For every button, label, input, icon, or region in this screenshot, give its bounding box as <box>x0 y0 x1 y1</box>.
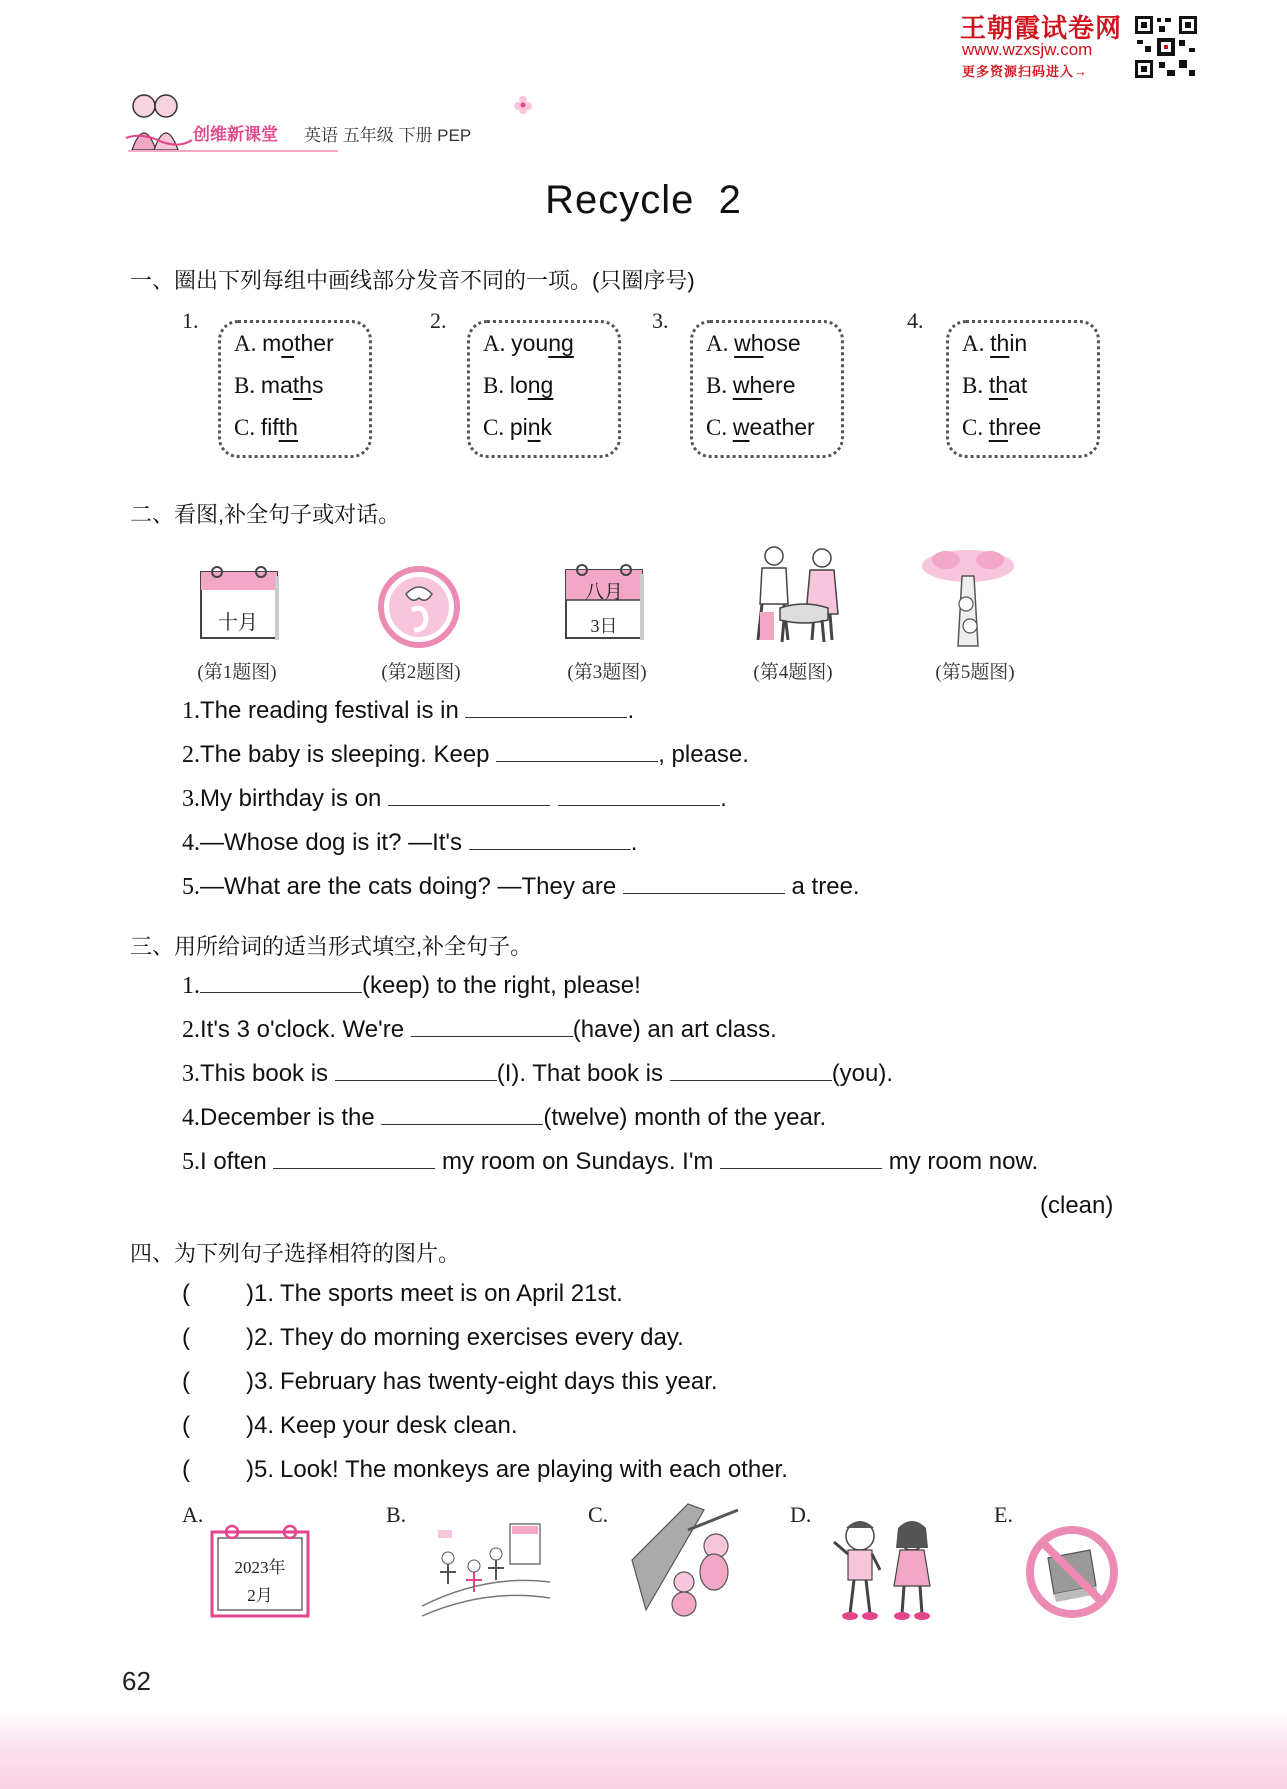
item-number: )3. <box>246 1368 275 1395</box>
s2-line <box>182 741 749 769</box>
sentence-text: (you). <box>831 1060 894 1087</box>
option-item[interactable] <box>234 414 298 441</box>
choice-a-year: 2023年 <box>234 1558 286 1577</box>
underlined-sound: o <box>281 330 295 356</box>
choice-letter: A. <box>182 1502 204 1527</box>
sentence-text: —Whose dog is it? —It's <box>200 829 469 856</box>
open-paren: ( <box>182 1368 190 1395</box>
sentence-text: , please. <box>658 741 749 768</box>
sentence-text: My birthday is on <box>200 785 389 812</box>
word-part: m <box>262 330 282 356</box>
sentence-text: a tree. <box>784 873 860 900</box>
open-paren: ( <box>182 1324 190 1351</box>
s3-line <box>182 1016 777 1044</box>
fig3-day: 3日 <box>590 616 618 636</box>
word-part: ere <box>762 372 796 398</box>
qr-code-icon[interactable] <box>1133 14 1199 80</box>
underlined-sound: th <box>988 372 1009 398</box>
sentence-text: my room on Sundays. I'm <box>435 1148 721 1175</box>
group-number: 2. <box>430 308 447 333</box>
open-paren: ( <box>182 1412 190 1439</box>
word-part: in <box>1009 330 1028 356</box>
choice-letter: B. <box>386 1502 407 1527</box>
sentence-text: (twelve) month of the year. <box>543 1104 827 1131</box>
sentence-text: (I). That book is <box>496 1060 670 1087</box>
answer-blank[interactable] <box>388 785 550 806</box>
s2-line <box>182 785 727 813</box>
figure-label: (第5题图) <box>935 662 1015 683</box>
underlined-sound: ng <box>527 372 554 398</box>
monkeys-playing-image <box>628 1500 748 1620</box>
option-item[interactable] <box>483 330 574 357</box>
underlined-sound: wh <box>734 330 764 356</box>
word-part: pi <box>509 414 528 440</box>
answer-blank[interactable] <box>381 1104 543 1125</box>
underlined-sound: th <box>990 330 1010 356</box>
figure-label: (第2题图) <box>381 662 461 683</box>
page-number: 62 <box>122 1666 151 1696</box>
option-letter: B. <box>706 373 733 398</box>
option-letter: A. <box>706 331 735 356</box>
sports-meet-image <box>418 1518 554 1622</box>
option-letter: B. <box>234 373 261 398</box>
match-item <box>182 1280 623 1308</box>
sentence-text: . <box>720 785 727 812</box>
option-letter: C. <box>962 415 989 440</box>
word-part: ose <box>763 330 801 356</box>
item-number: )5. <box>246 1456 275 1483</box>
word-part: you <box>511 330 549 356</box>
word-part: ther <box>294 330 334 356</box>
underlined-sound: w <box>732 414 750 440</box>
item-number: )2. <box>246 1324 275 1351</box>
watermark-title: 王朝霞试卷网 <box>960 13 1123 43</box>
book-info: 英语 五年级 下册 PEP <box>304 126 472 145</box>
open-paren: ( <box>182 1456 190 1483</box>
no-messy-desk-icon <box>1024 1524 1120 1620</box>
option-item[interactable] <box>483 414 552 441</box>
answer-blank[interactable] <box>465 697 627 718</box>
option-letter: B. <box>483 373 510 398</box>
cats-climbing-tree-image <box>916 546 1020 650</box>
item-text: Look! The monkeys are playing with each other. <box>280 1456 788 1483</box>
watermark-note: 更多资源扫码进入→ <box>962 64 1089 79</box>
question-number: 4. <box>182 1105 200 1131</box>
group-number: 3. <box>652 308 669 333</box>
section4-heading: 四、为下列句子选择相符的图片。 <box>130 1241 461 1266</box>
question-number: 1. <box>182 698 200 724</box>
option-item[interactable] <box>706 330 801 357</box>
answer-blank[interactable] <box>623 873 785 894</box>
figure-label: (第4题图) <box>753 662 833 683</box>
answer-blank[interactable] <box>469 829 631 850</box>
sentence-text: December is the <box>200 1104 382 1131</box>
choice-letter: C. <box>588 1502 609 1527</box>
open-paren: ( <box>182 1280 190 1307</box>
watermark-url[interactable]: www.wzxsjw.com <box>962 40 1093 59</box>
sentence-text: . <box>630 829 638 856</box>
s3-line <box>182 972 641 1000</box>
choice-letter: D. <box>790 1502 812 1527</box>
option-item[interactable] <box>706 414 815 441</box>
flower-icon <box>512 94 534 116</box>
s3-line <box>182 1104 826 1132</box>
sentence-text: The reading festival is in <box>200 697 466 724</box>
brand-name: 创维新课堂 <box>193 125 278 144</box>
option-letter: A. <box>962 331 991 356</box>
section1-heading: 一、圈出下列每组中画线部分发音不同的一项。(只圈序号) <box>130 268 695 293</box>
option-item[interactable] <box>962 330 1027 357</box>
header-divider <box>128 150 338 152</box>
word-part: ma <box>260 372 293 398</box>
word-part: eather <box>749 414 815 440</box>
option-item[interactable] <box>234 330 334 357</box>
option-letter: C. <box>706 415 733 440</box>
item-text: Keep your desk clean. <box>280 1412 518 1439</box>
word-part: ree <box>1008 414 1042 440</box>
s3-line <box>182 1148 1038 1176</box>
choice-a-month: 2月 <box>247 1586 273 1605</box>
group-number: 4. <box>907 308 924 333</box>
footer-band <box>0 1712 1287 1789</box>
word-part: s <box>311 372 324 398</box>
sentence-text: It's 3 o'clock. We're <box>200 1016 411 1043</box>
section3-heading: 三、用所给词的适当形式填空,补全句子。 <box>130 934 533 959</box>
match-item <box>182 1456 788 1484</box>
option-item[interactable] <box>483 372 553 399</box>
question-number: 3. <box>182 1061 200 1087</box>
option-letter: C. <box>483 415 510 440</box>
underlined-sound: n <box>527 414 541 440</box>
sentence-text: I often <box>200 1148 274 1175</box>
sentence-text: (have) an art class. <box>572 1016 777 1043</box>
page-title: Recycle 2 <box>545 178 742 222</box>
answer-blank[interactable] <box>273 1148 435 1169</box>
answer-blank[interactable] <box>670 1060 832 1081</box>
s2-line <box>182 697 634 725</box>
match-item <box>182 1368 718 1396</box>
sentence-text: The baby is sleeping. Keep <box>200 741 497 768</box>
underlined-sound: th <box>292 372 312 398</box>
kids-logo-icon <box>122 88 194 154</box>
word-part: k <box>540 414 553 440</box>
option-item[interactable] <box>234 372 323 399</box>
underlined-sound: wh <box>732 372 763 398</box>
sentence-text: This book is <box>200 1060 335 1087</box>
answer-blank[interactable] <box>411 1016 573 1037</box>
group-number: 1. <box>182 308 199 333</box>
s2-line <box>182 829 637 857</box>
item-text: The sports meet is on April 21st. <box>280 1280 623 1307</box>
figure-label: (第3题图) <box>567 662 647 683</box>
s2-line <box>182 873 860 901</box>
option-item[interactable] <box>706 372 796 399</box>
question-number: 5. <box>182 1149 200 1175</box>
item-number: )1. <box>246 1280 275 1307</box>
section2-heading: 二、看图,补全句子或对话。 <box>130 502 401 527</box>
question-number: 1. <box>182 973 200 999</box>
s3-line <box>182 1060 893 1088</box>
option-item[interactable] <box>962 372 1027 399</box>
fig1-month: 十月 <box>218 612 258 634</box>
choice-letter: E. <box>994 1502 1013 1527</box>
word-part: fif <box>260 414 279 440</box>
answer-blank[interactable] <box>335 1060 497 1081</box>
clean-hint: (clean) <box>1040 1192 1114 1219</box>
match-item <box>182 1324 684 1352</box>
match-item <box>182 1412 518 1440</box>
item-text: February has twenty-eight days this year. <box>280 1368 718 1395</box>
answer-blank[interactable] <box>720 1148 882 1169</box>
item-text: They do morning exercises every day. <box>280 1324 684 1351</box>
word-part: lo <box>509 372 528 398</box>
underlined-sound: th <box>278 414 298 440</box>
sentence-text: —What are the cats doing? —They are <box>200 873 623 900</box>
answer-blank[interactable] <box>200 972 362 993</box>
underlined-sound: ng <box>548 330 574 356</box>
figure-label: (第1题图) <box>197 662 277 683</box>
question-number: 2. <box>182 1017 200 1043</box>
option-item[interactable] <box>962 414 1041 441</box>
answer-blank[interactable] <box>496 741 658 762</box>
sentence-text: . <box>627 697 635 724</box>
question-number: 3. <box>182 786 200 812</box>
couple-with-dog-image <box>744 542 854 646</box>
option-letter: A. <box>483 331 512 356</box>
morning-exercises-image <box>826 1514 946 1624</box>
option-letter: C. <box>234 415 261 440</box>
item-number: )4. <box>246 1412 275 1439</box>
sentence-text: (keep) to the right, please! <box>362 972 641 999</box>
question-number: 4. <box>182 830 200 856</box>
option-letter: B. <box>962 373 989 398</box>
option-letter: A. <box>234 331 263 356</box>
answer-blank[interactable] <box>558 785 720 806</box>
question-number: 5. <box>182 874 200 900</box>
sentence-text: my room now. <box>882 1148 1039 1175</box>
baby-sleeping-image <box>376 564 462 650</box>
question-number: 2. <box>182 742 200 768</box>
fig3-month: 八月 <box>584 582 623 603</box>
word-part: at <box>1008 372 1028 398</box>
underlined-sound: th <box>988 414 1009 440</box>
